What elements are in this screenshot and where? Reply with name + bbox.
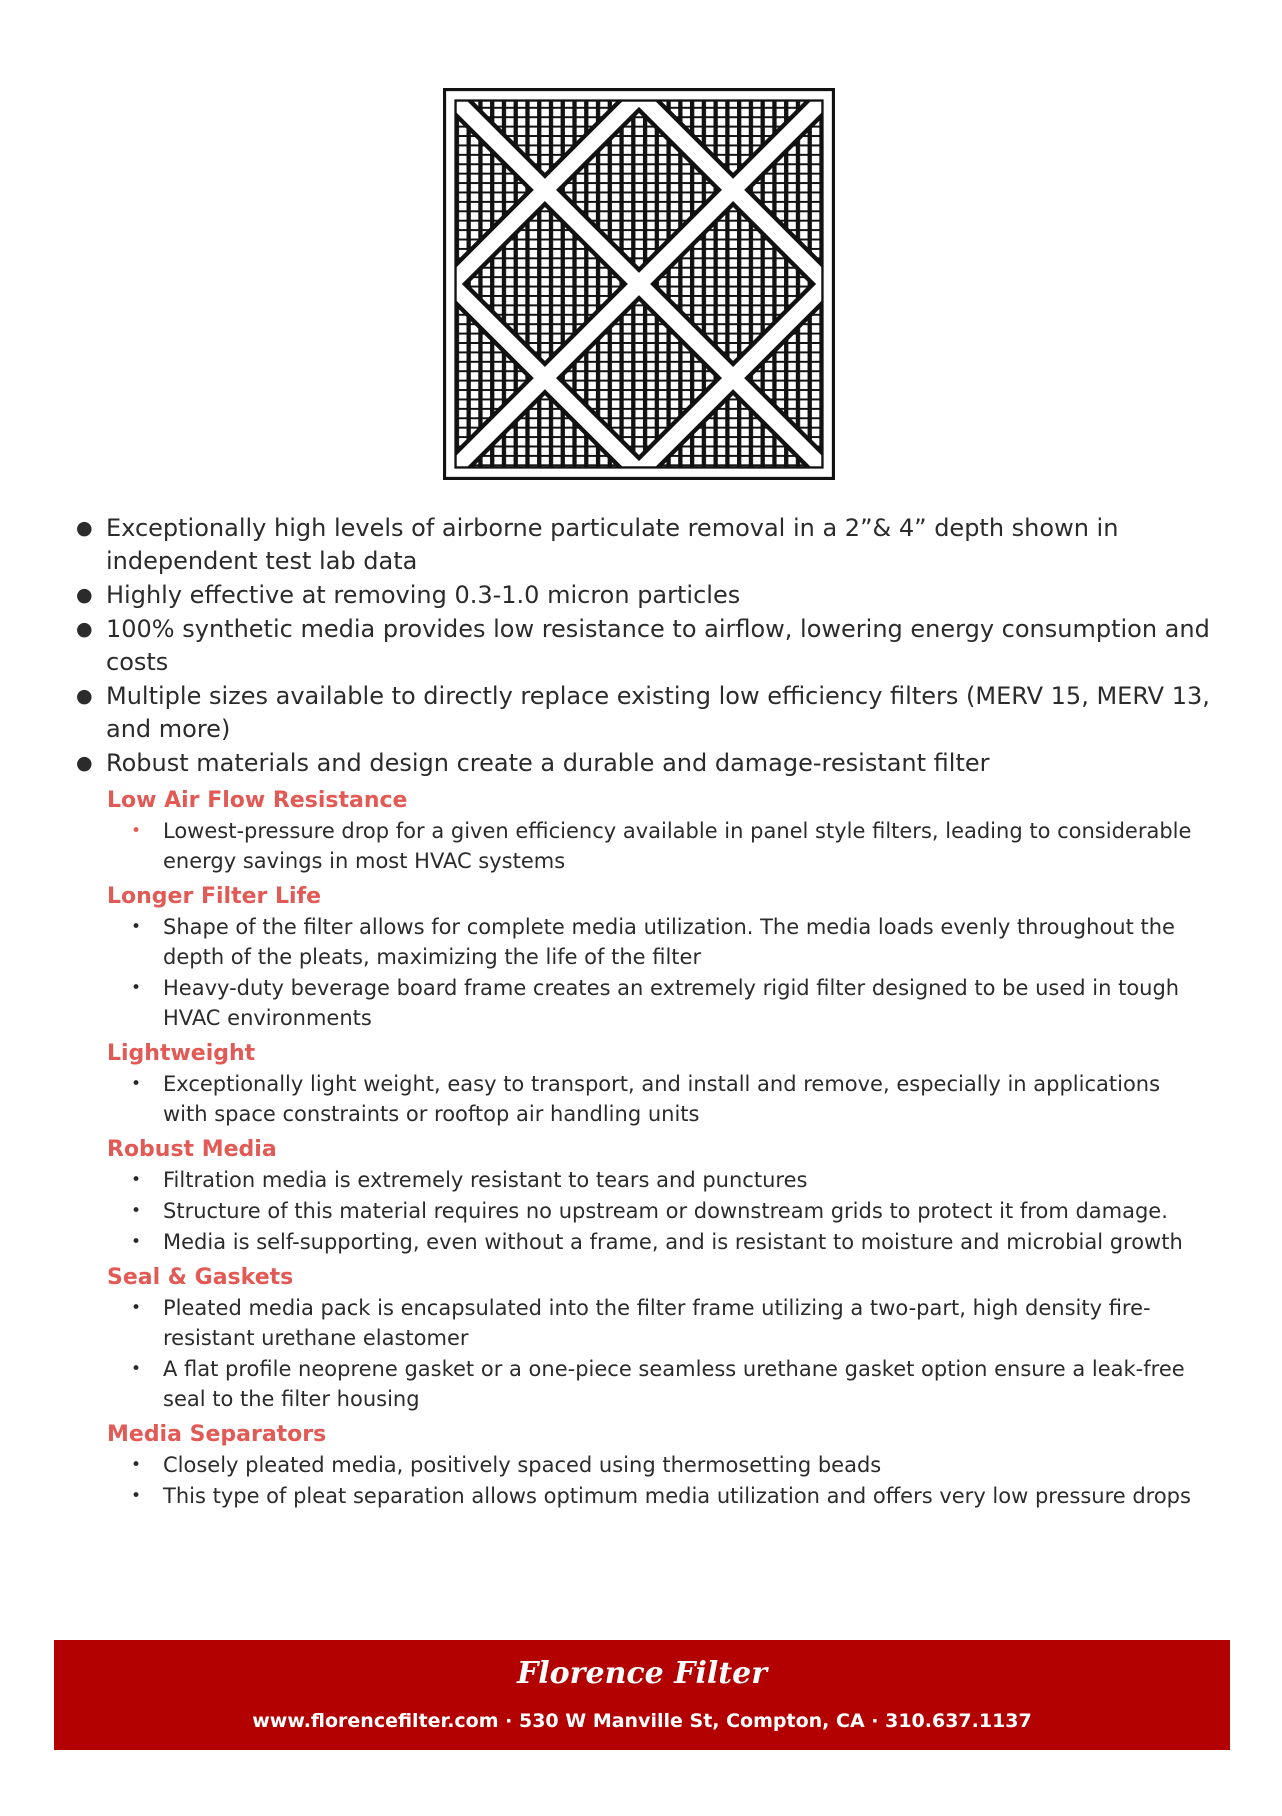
feature-list (74, 512, 1234, 781)
section-heading: Longer Filter Life (107, 884, 322, 909)
list-item: ● Exceptionally high levels of airborne particulate removal in a 2”& 4” depth shown in independent test lab data (76, 514, 1119, 575)
bullet-icon: • (131, 1170, 142, 1190)
bullet-icon: • (131, 978, 142, 998)
bullet-icon: • (131, 1359, 142, 1379)
bullet-icon: ● (76, 517, 93, 539)
section-list (107, 816, 1197, 876)
list-item: • Lowest-pressure drop for a given efficiency available in panel style filters, leading to considerable energy savings in most HVAC systems (107, 816, 1197, 876)
section-list (107, 1165, 1197, 1257)
section-list (107, 912, 1197, 1033)
bullet-icon: • (131, 917, 142, 937)
filter-illustration (442, 88, 836, 480)
section-list (107, 1069, 1197, 1129)
list-item: • Closely pleated media, positively spaced using thermosetting beads (107, 1450, 1197, 1480)
footer-banner (54, 1640, 1230, 1750)
list-item: • Exceptionally light weight, easy to transport, and install and remove, especially in applications with space constraints or rooftop air handling units (107, 1069, 1197, 1129)
section-heading: Low Air Flow Resistance (107, 788, 408, 813)
list-item: • Media is self-supporting, even without a frame, and is resistant to moisture and microbial growth (107, 1227, 1197, 1257)
bullet-icon: • (131, 1074, 142, 1094)
bullet-icon: ● (76, 618, 93, 640)
section-list (107, 1293, 1197, 1414)
bullet-icon: ● (76, 752, 93, 774)
bullet-icon: • (131, 1232, 142, 1252)
list-item: ● Robust materials and design create a durable and damage-resistant filter (74, 747, 1234, 780)
list-item: • Filtration media is extremely resistant to tears and punctures (107, 1165, 1197, 1195)
bullet-icon: ● (76, 685, 93, 707)
bullet-icon: • (131, 1298, 142, 1318)
list-item: • Heavy-duty beverage board frame creates an extremely rigid filter designed to be used in tough HVAC environments (107, 973, 1197, 1033)
list-item: • Structure of this material requires no upstream or downstream grids to protect it from damage. (107, 1196, 1197, 1226)
section-heading: Lightweight (107, 1041, 256, 1066)
feature-sections (107, 786, 1197, 1517)
section-heading: Robust Media (107, 1137, 277, 1162)
list-item: ● Multiple sizes available to directly replace existing low efficiency filters (MERV 15, MERV 13, and more) (76, 682, 1210, 743)
list-item: • A flat profile neoprene gasket or a one-piece seamless urethane gasket option ensure a leak-free seal to the filter housing (107, 1354, 1197, 1414)
brand-logo: Florence Filter (516, 1656, 768, 1691)
section-heading: Seal & Gaskets (107, 1265, 294, 1290)
bullet-icon: ● (76, 584, 93, 606)
list-item: ● Highly effective at removing 0.3-1.0 micron particles (74, 579, 1234, 612)
section-list (107, 1450, 1197, 1511)
bullet-icon: • (131, 1486, 142, 1506)
list-item: • This type of pleat separation allows optimum media utilization and offers very low pressure drops (107, 1481, 1197, 1511)
bullet-icon: • (131, 821, 142, 841)
bullet-icon: • (131, 1455, 142, 1475)
bullet-icon: • (131, 1201, 142, 1221)
list-item: ● 100% synthetic media provides low resistance to airflow, lowering energy consumption and costs (76, 615, 1210, 676)
list-item: • Pleated media pack is encapsulated into the filter frame utilizing a two-part, high density fire-resistant urethane elastomer (107, 1293, 1197, 1353)
contact-info: www.florencefilter.com · 530 W Manville St, Compton, CA · 310.637.1137 (252, 1710, 1032, 1732)
list-item: • Shape of the filter allows for complete media utilization. The media loads evenly throughout the depth of the pleats, maximizing the life of the filter (107, 912, 1197, 972)
section-heading: Media Separators (107, 1422, 327, 1447)
